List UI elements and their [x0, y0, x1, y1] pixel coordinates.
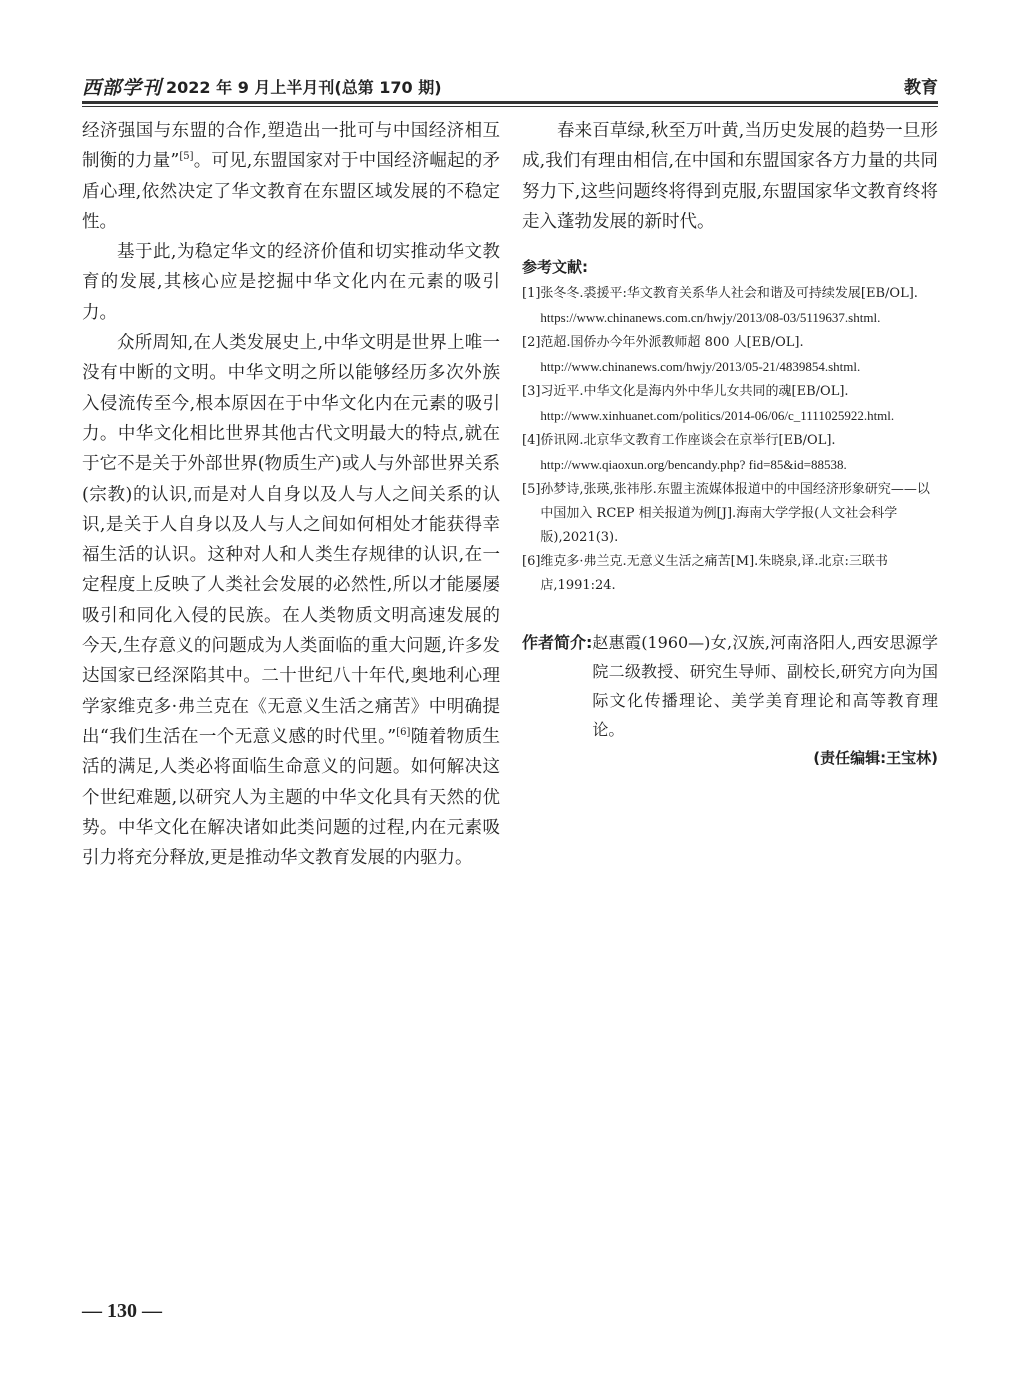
references-list — [522, 282, 938, 598]
reference-text: 张冬冬.裘援平:华文教育关系华人社会和谐及可持续发展[EB/OL]. — [540, 286, 918, 302]
header-rule — [82, 101, 938, 107]
reference-item — [522, 282, 938, 331]
reference-number: [3] — [522, 384, 541, 400]
reference-item — [522, 429, 938, 478]
reference-item — [522, 550, 938, 598]
left-column — [82, 116, 500, 873]
right-column — [522, 116, 938, 772]
reference-url: http://www.xinhuanet.com/politics/2014-06/06/c_1111025922.html. — [540, 408, 895, 424]
journal-name: 西部学刊 — [82, 77, 163, 99]
reference-item — [522, 478, 938, 550]
reference-url: https://www.chinanews.com.cn/hwjy/2013/08-03/5119637.shtml. — [540, 310, 881, 326]
section-name: 教育 — [904, 78, 938, 98]
paragraph-1-text: 经济强国与东盟的合作,塑造出一批可与中国经济相互制衡的力量” — [82, 121, 500, 172]
reference-body — [540, 331, 938, 380]
header-left — [82, 76, 442, 100]
page-number: — 130 — — [82, 1300, 162, 1322]
closing-paragraph: 春来百草绿,秋至万叶黄,当历史发展的趋势一旦形成,我们有理由相信,在中国和东盟国家各方力量的共同努力下,这些问题终将得到克服,东盟国家华文教育终将走入蓬勃发展的新时代。 — [522, 121, 938, 232]
paragraph-1 — [82, 116, 500, 237]
reference-url: http://www.chinanews.com/hwjy/2013/05-21/4839854.shtml. — [540, 359, 861, 375]
reference-text: 维克多·弗兰克.无意义生活之痛苦[M].朱晓泉,译.北京:三联书店,1991:24. — [540, 554, 888, 594]
reference-url: http://www.qiaoxun.org/bencandy.php? fid=85&id=88538. — [540, 457, 847, 473]
reference-item — [522, 331, 938, 380]
reference-text: 孙梦诗,张瑛,张祎彤.东盟主流媒体报道中的中国经济形象研究——以中国加入 RCEP 相关报道为例[J].海南大学学报(人文社会科学版),2021(3). — [540, 482, 930, 546]
citation-6: [6] — [396, 727, 411, 739]
reference-number: [2] — [522, 335, 541, 351]
reference-number: [5] — [522, 482, 541, 498]
author-bio-text: 赵惠霞(1960—)女,汉族,河南洛阳人,西安思源学院二级教授、研究生导师、副校长,研究方向为国际文化传播理论、美学美育理论和高等教育理论。 — [592, 633, 938, 740]
reference-number: [4] — [522, 433, 541, 449]
paragraph-1-rest: 。可见,东盟国家对于中国经济崛起的矛盾心理,依然决定了华文教育在东盟区域发展的不稳定性。 — [82, 151, 500, 232]
reference-body — [540, 282, 938, 331]
reference-number: [6] — [522, 554, 541, 570]
running-header — [82, 70, 938, 100]
reference-body — [540, 429, 938, 478]
paragraph-3-rest: 随着物质生活的满足,人类必将面临生命意义的问题。如何解决这个世纪难题,以研究人为主题的中华文化具有天然的优势。中华文化在解决诸如此类问题的过程,内在元素吸引力将充分释放,更是推动华文教育发展的内驱力。 — [82, 726, 500, 869]
responsible-editor: (责任编辑:王宝林) — [813, 749, 938, 768]
paragraph-3-text: 众所周知,在人类发展史上,中华文明是世界上唯一没有中断的文明。中华文明之所以能够经历多次外族入侵流传至今,根本原因在于中华文化内在元素的吸引力。中华文化相比世界其他古代文明最大的特点,就在于它不是关于外部世界(物质生产)或人与外部世界关系(宗教)的认识,而是对人自身以及人与人之间关系的认识,是关于人自身以及人与人之间如何相处才能获得幸福生活的认识。这种对人和人类生存规律的认识,在一定程度上反映了人类社会发展的必然性,所以才能屡屡吸引和同化入侵的民族。在人类物质文明高速发展的今天,生存意义的问题成为人类面临的重大问题,许多发达国家已经深陷其中。二十世纪八十年代,奥地利心理学家维克多·弗兰克在《无意义生活之痛苦》中明确提出“我们生活在一个无意义感的时代里。” — [82, 333, 500, 747]
references-title: 参考文献: — [522, 258, 588, 277]
author-bio-label: 作者简介: — [522, 633, 593, 653]
citation-5: [5] — [179, 151, 194, 163]
reference-body — [540, 380, 938, 429]
paragraph-2: 基于此,为稳定华文的经济价值和切实推动华文教育的发展,其核心应是挖掘中华文化内在元素的吸引力。 — [82, 242, 500, 323]
issue-info: 2022 年 9 月上半月刊(总第 170 期) — [166, 78, 442, 97]
paragraph-3 — [82, 328, 500, 873]
reference-text: 范超.国侨办今年外派教师超 800 人[EB/OL]. — [540, 335, 804, 351]
reference-text: 习近平.中华文化是海内外中华儿女共同的魂[EB/OL]. — [540, 384, 849, 400]
reference-item — [522, 380, 938, 429]
author-bio — [522, 628, 938, 744]
reference-number: [1] — [522, 286, 541, 302]
reference-text: 侨讯网.北京华文教育工作座谈会在京举行[EB/OL]. — [540, 433, 836, 449]
